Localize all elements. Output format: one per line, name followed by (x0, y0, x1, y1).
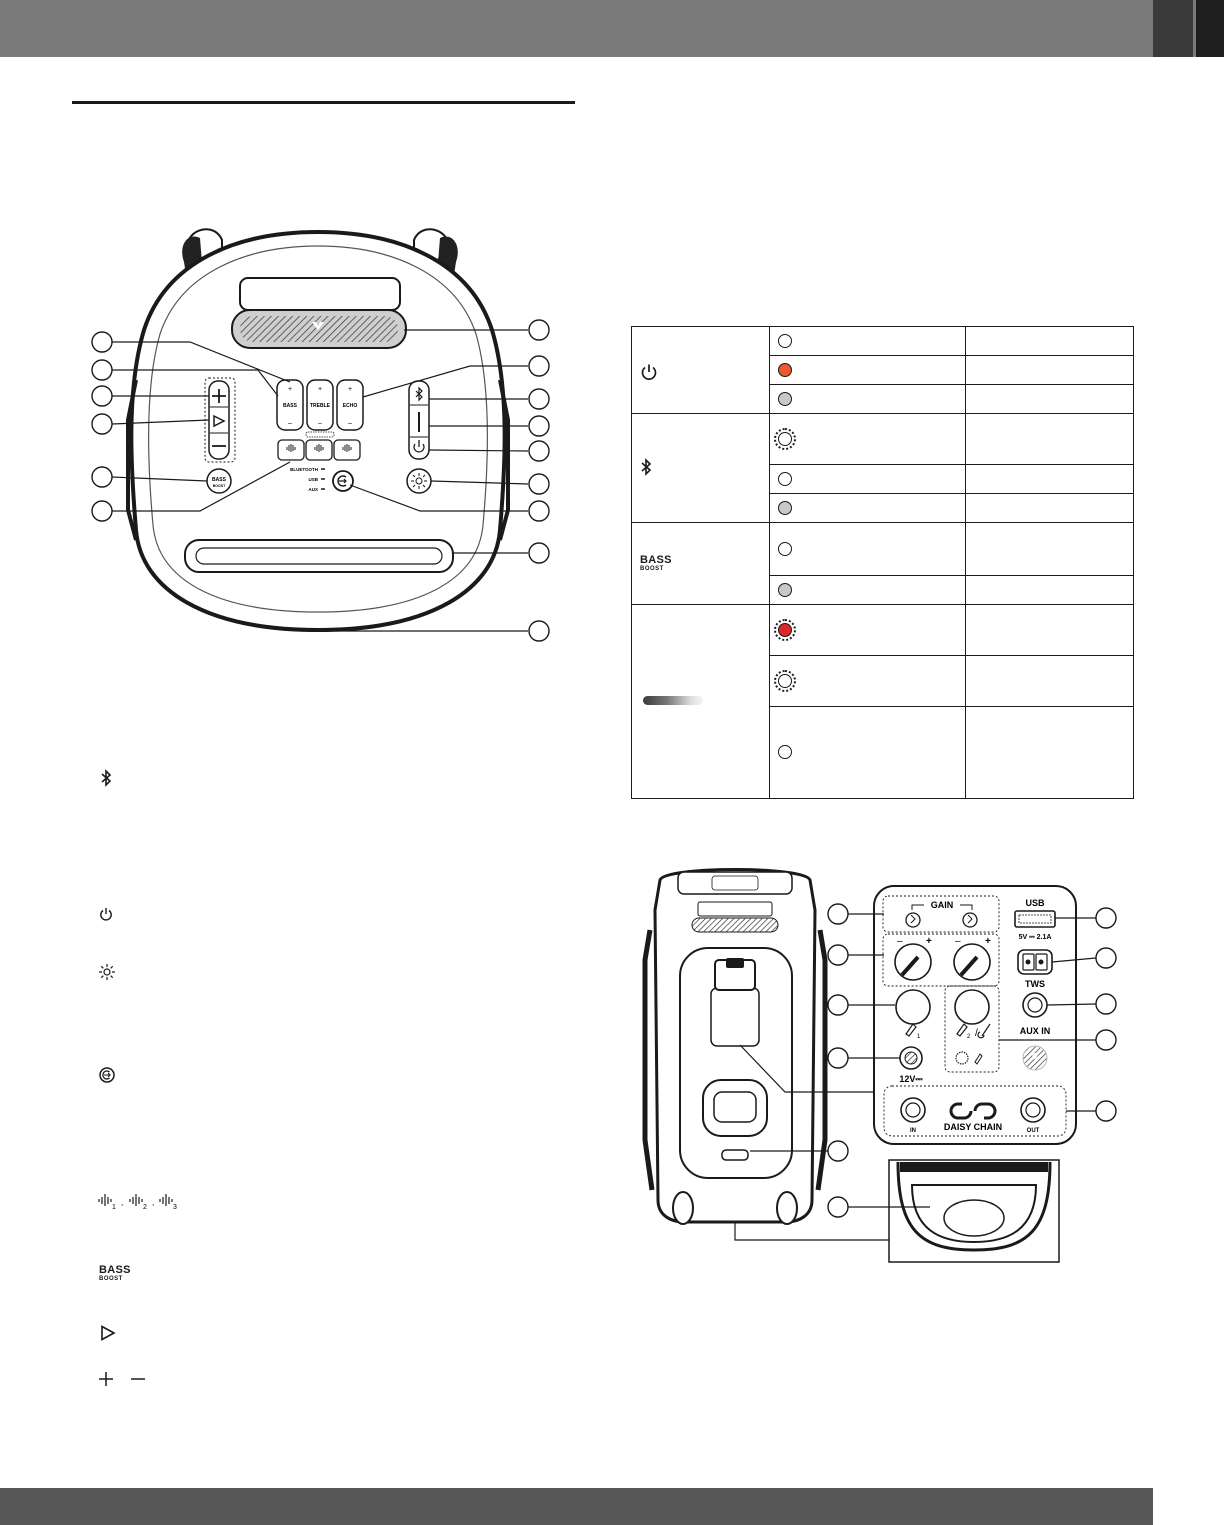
aux-in-label: AUX IN (1019, 1026, 1051, 1036)
eq-plus-1: + (287, 386, 293, 393)
gain-plus-1: + (926, 936, 932, 947)
power-icon (640, 363, 658, 381)
eq-plus-3: + (347, 386, 353, 393)
gain-minus-2: – (955, 936, 961, 947)
usb-rating: 5V ⎓ 2.1A (1018, 934, 1052, 941)
preset-sub-2: 2 (143, 1204, 147, 1210)
usb-port[interactable] (1015, 911, 1055, 927)
light-gradient-bar (643, 696, 703, 705)
led-status-table (631, 326, 1134, 799)
aux-in-jack[interactable] (1023, 993, 1047, 1017)
bass-boost-icon: BASS BOOST (640, 554, 672, 572)
footer-band (0, 1488, 1153, 1525)
header-band (0, 0, 1224, 57)
mic-guitar-separator: / (975, 1028, 978, 1039)
bass-button-label[interactable]: BASS (283, 403, 297, 409)
eq-minus-2: – (318, 420, 322, 427)
play-icon (100, 1325, 116, 1341)
mic-1-sub: 1 (917, 1034, 921, 1040)
source-bluetooth-label: BLUETOOTH (290, 467, 318, 472)
gain-minus-1: – (897, 936, 903, 947)
led-off (778, 392, 792, 406)
led-orange (778, 363, 792, 377)
treble-button-label[interactable]: TREBLE (310, 403, 330, 409)
preset-sep-2: , (152, 1198, 155, 1207)
volume-plus-icon (98, 1371, 114, 1387)
header-tab-darker (1196, 0, 1224, 57)
sound-preset-icon (97, 1190, 183, 1210)
bass-boost-led-key (632, 523, 770, 605)
volume-minus-icon (130, 1371, 146, 1387)
gain-label: GAIN (930, 900, 954, 910)
usb-label: USB (1025, 898, 1045, 908)
led-flashing-white (778, 432, 792, 446)
daisy-chain-out-jack[interactable] (1021, 1098, 1045, 1122)
led-white (778, 334, 792, 348)
rear-panel-diagram (630, 850, 1140, 1270)
power-icon (99, 907, 113, 921)
led-off (778, 583, 792, 597)
led-flashing-white (778, 674, 792, 688)
bluetooth-icon (640, 458, 652, 476)
bluetooth-icon (100, 769, 112, 787)
mic-2-guitar-jack[interactable] (955, 990, 989, 1024)
mic-2-sub: 2 (967, 1034, 971, 1040)
led-white (778, 542, 792, 556)
daisy-chain-out-label: OUT (1026, 1128, 1040, 1134)
led-white (778, 472, 792, 486)
bass-boost-icon: BASS BOOST (99, 1264, 131, 1282)
eq-minus-3: – (348, 420, 352, 427)
echo-button-label[interactable]: ECHO (342, 403, 358, 409)
source-aux-label: AUX (308, 487, 318, 492)
preset-sep-1: , (121, 1198, 124, 1207)
daisy-chain-label: DAISY CHAIN (943, 1122, 1003, 1132)
eq-plus-2: + (317, 386, 323, 393)
led-white (778, 745, 792, 759)
header-tab-dark (1153, 0, 1193, 57)
led-flashing-red (778, 623, 792, 637)
bluetooth-led-key (632, 414, 770, 523)
light-led-key (632, 605, 770, 799)
preset-sub-3: 3 (173, 1204, 177, 1210)
tws-label: TWS (1025, 979, 1045, 989)
source-usb-label: USB (308, 477, 318, 482)
led-off (778, 501, 792, 515)
power-led-key (632, 327, 770, 414)
bass-boost-button-bottom[interactable]: BOOST (212, 484, 226, 488)
dc-in-label: 12V⎓ (899, 1074, 923, 1084)
eq-minus-1: – (288, 420, 292, 427)
light-icon (98, 963, 116, 981)
preset-sub-1: 1 (112, 1204, 116, 1210)
top-panel-diagram (0, 200, 600, 670)
section-rule (72, 101, 575, 104)
mic-1-jack[interactable] (896, 990, 930, 1024)
bass-boost-button-top[interactable]: BASS (212, 477, 226, 483)
gain-plus-2: + (985, 936, 991, 947)
daisy-chain-in-label: IN (910, 1128, 916, 1134)
source-icon (99, 1067, 115, 1083)
daisy-chain-in-jack[interactable] (901, 1098, 925, 1122)
